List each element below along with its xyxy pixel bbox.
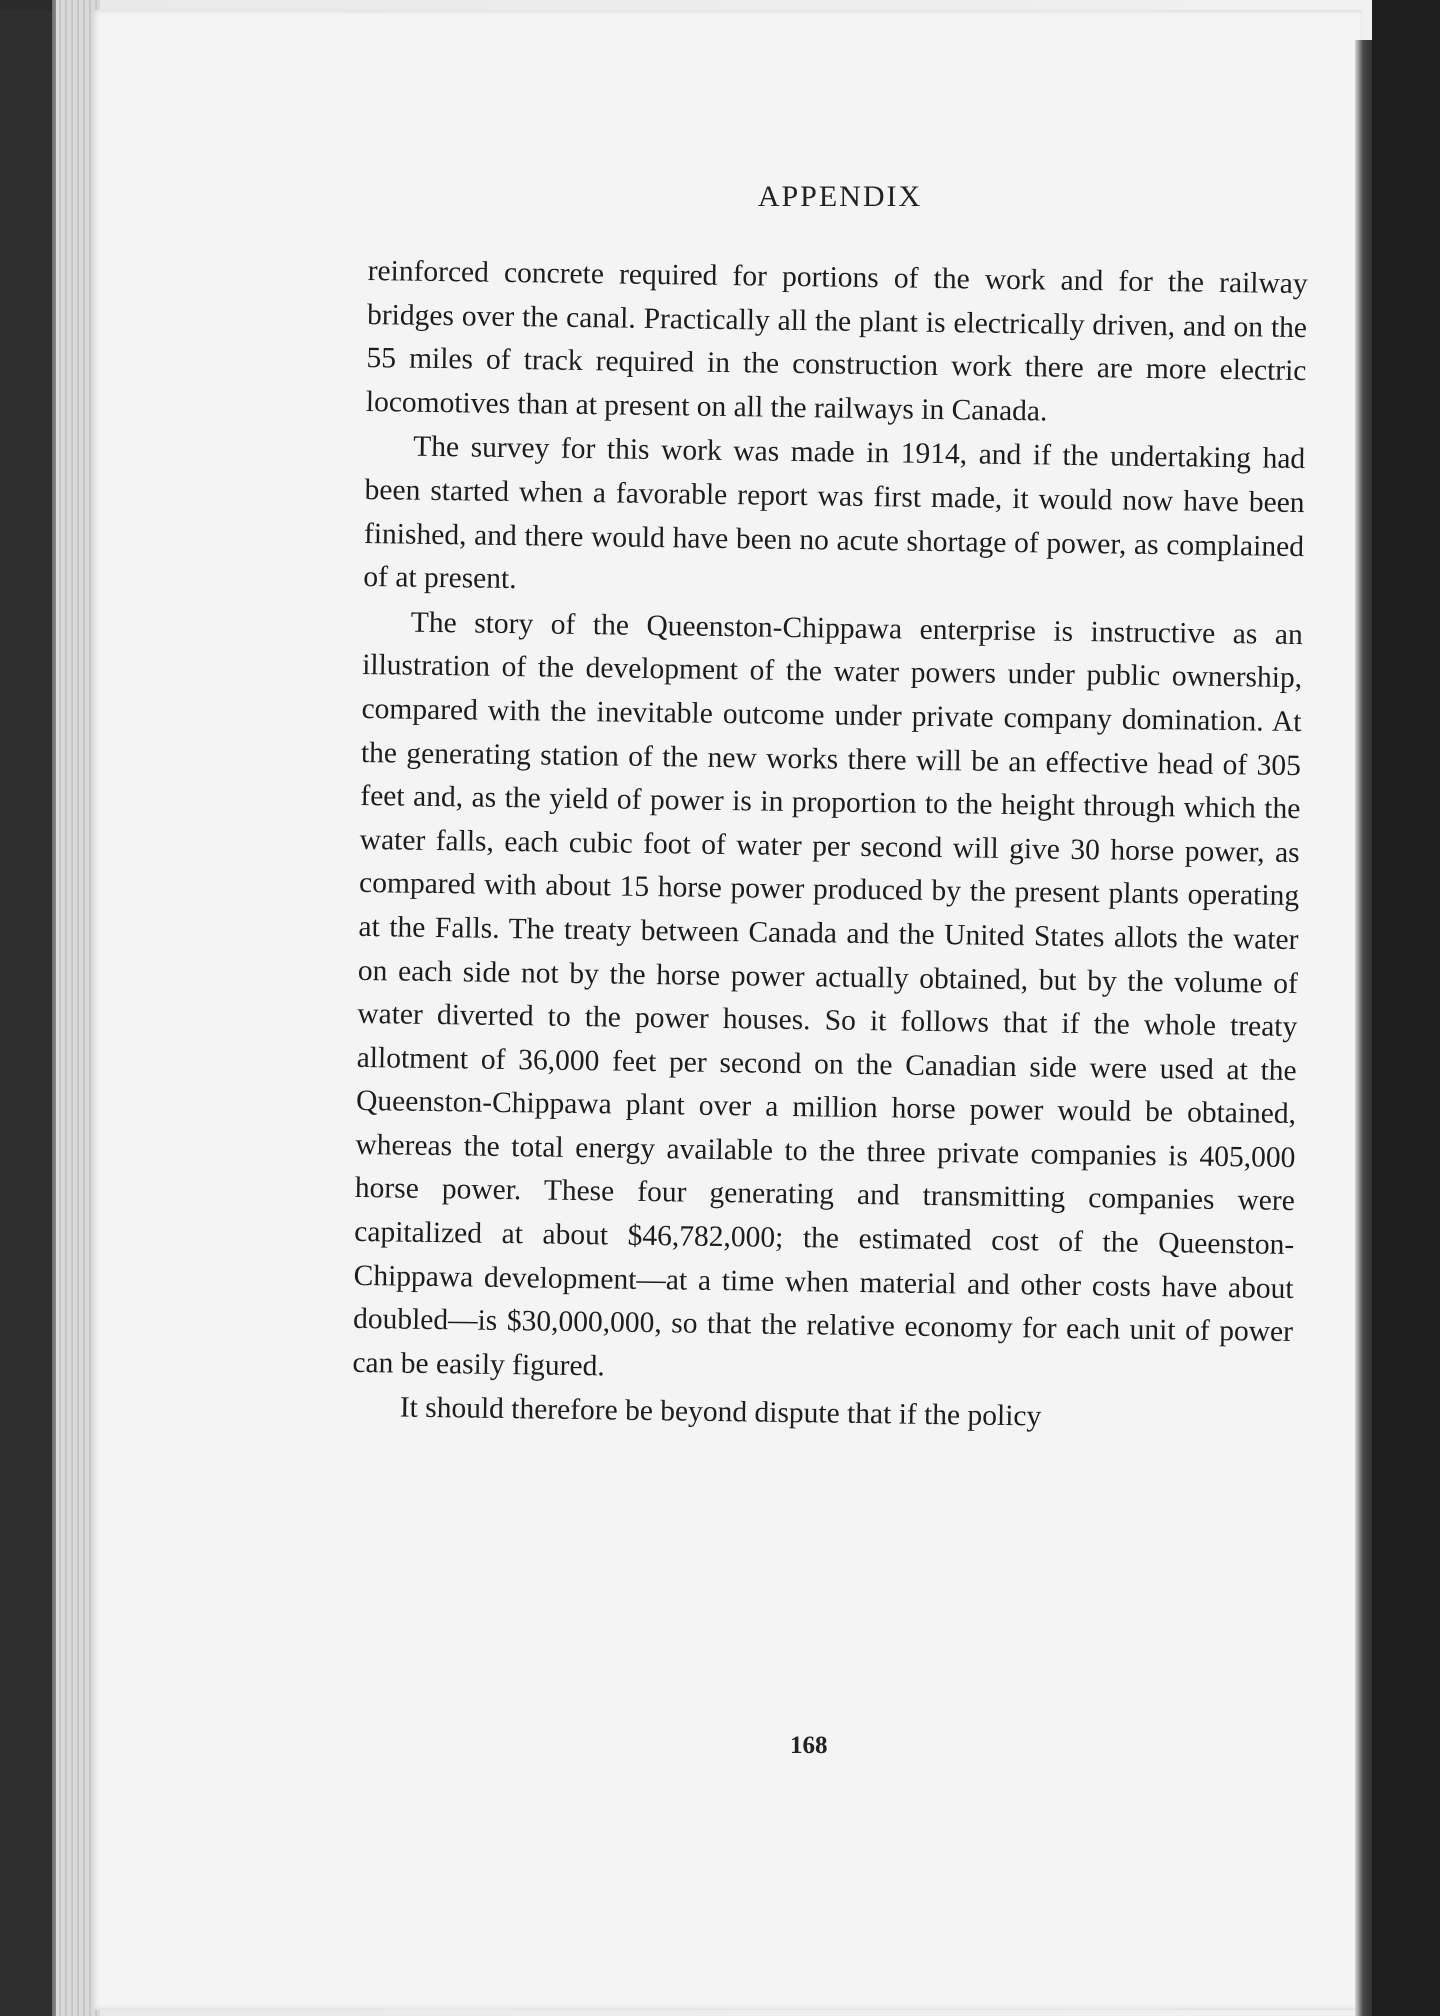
page-number: 168: [790, 1732, 828, 1759]
paragraph: It should therefore be beyond dispute that if the policy: [399, 1391, 1042, 1433]
paragraph: The story of the Queenston-Chippawa enterprise is instructive as an illustration of the development of the water powers under public ownership, compared with the inevitable outcome under private company domination. At the generating station of the new works there will be an effective head of 305 feet and, as the yield of power is in proportion to the height through which the water falls, each cubic foot of water per second will give 30 horse power, as compared with about 15 horse power produced by the present plants operating at the Falls. The treaty between Canada and the United States allots the water on each side not by the horse power actually obtained, but by the volume of water diverted to the power houses. So it follows that if the whole treaty allotment of 36,000 feet per second on the Canadian side were used at the Queenston-Chippawa plant over a million horse power would be obtained, whereas the total energy available to the three private companies is 405,000 horse power. These four generating and transmitting companies were capitalized at about $46,782,000; the estimated cost of the Queenston-Chippawa development—at a time when material and other costs have about doubled—is $30,000,000, so that the relative economy for each unit of power can be easily figured.: [352, 606, 1303, 1383]
body-text: [352, 250, 1308, 1444]
paragraph: The survey for this work was made in 1914, and if the undertaking had been started when a favorable report was first made, it would now have been finished, and there would have been no acute shortage of power, as complained of at present.: [363, 431, 1306, 596]
running-head: APPENDIX: [757, 180, 923, 213]
paragraph-continued: reinforced concrete required for portions of the work and for the railway bridges over the canal. Practically all the plant is electrically driven, and on the 55 miles of track required in the construction work there are more electric locomotives than at present on all the railways in Canada.: [365, 254, 1308, 428]
scan-right-border: [1372, 0, 1440, 2016]
